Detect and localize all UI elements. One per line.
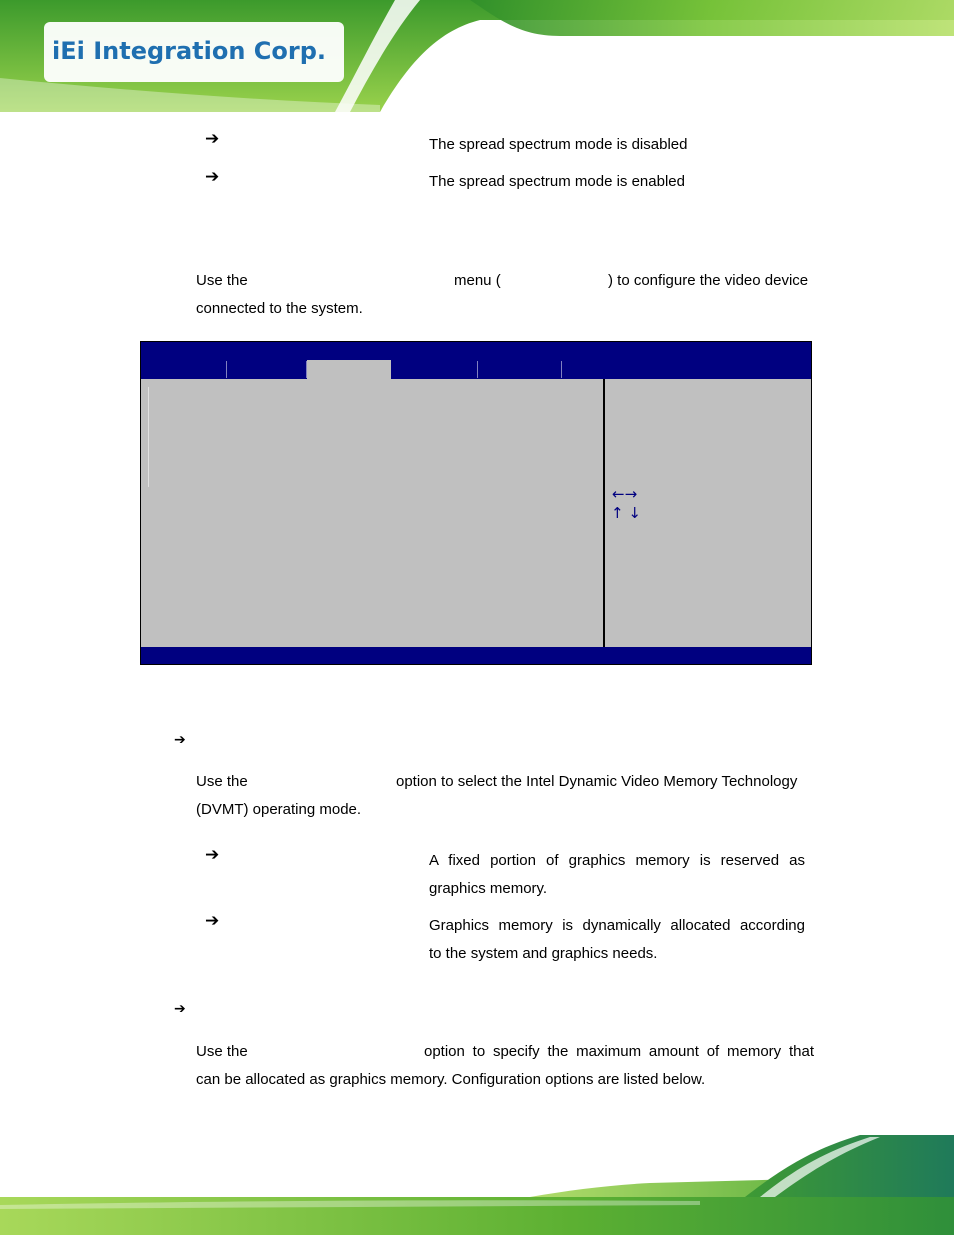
bios-title-bar <box>141 342 811 379</box>
left-right-arrows-icon: ←→ <box>612 485 638 503</box>
spread-enabled-description: The spread spectrum mode is enabled <box>429 173 685 190</box>
video-intro-part2: menu ( <box>454 272 501 289</box>
dvmt-mode-intro-part2: option to select the Intel Dynamic Video Memory Technology <box>396 773 798 790</box>
spread-disabled-description: The spread spectrum mode is disabled <box>429 136 688 153</box>
company-logo-text: iEi Integration Corp. <box>52 37 327 65</box>
video-intro-part3: ) to configure the video device <box>608 272 809 289</box>
footer-background <box>0 1135 954 1235</box>
header-banner <box>0 0 954 115</box>
option-arrow-icon: ➔ <box>205 129 220 149</box>
bios-tab <box>227 361 307 378</box>
dvmt-dynamic-description-line2: to the system and graphics needs. <box>429 945 658 962</box>
bios-status-bar <box>141 647 811 665</box>
bios-tab-active <box>307 360 391 379</box>
option-arrow-icon: ➔ <box>205 911 220 931</box>
dvmt-memory-intro-part1: Use the <box>196 1043 248 1060</box>
section-arrow-icon: ➔ <box>174 732 186 748</box>
dvmt-dynamic-description-line1: Graphics memory is dynamically allocated according <box>429 917 805 934</box>
video-intro-line2: connected to the system. <box>196 300 363 317</box>
section-arrow-icon: ➔ <box>174 1001 186 1017</box>
option-arrow-icon: ➔ <box>205 845 220 865</box>
dvmt-fixed-description-line2: graphics memory. <box>429 880 548 897</box>
bios-settings-panel <box>141 379 603 647</box>
option-arrow-icon: ➔ <box>205 167 220 187</box>
dvmt-mode-intro-part1: Use the <box>196 773 248 790</box>
bios-help-panel <box>605 379 812 647</box>
up-down-arrows-icon: ↑ ↓ <box>611 504 641 522</box>
bios-tab <box>478 361 562 378</box>
bios-panel-edge <box>148 387 149 487</box>
dvmt-fixed-description-line1: A fixed portion of graphics memory is reserved as <box>429 852 805 869</box>
bios-tab <box>141 361 227 378</box>
bios-screenshot <box>140 341 812 665</box>
video-intro-part1: Use the <box>196 272 248 289</box>
dvmt-memory-intro-part2: option to specify the maximum amount of memory that <box>424 1043 814 1060</box>
dvmt-mode-intro-line2: (DVMT) operating mode. <box>196 801 362 818</box>
bios-tab <box>391 361 478 378</box>
dvmt-memory-intro-line2: can be allocated as graphics memory. Configuration options are listed below. <box>196 1071 706 1088</box>
footer-banner <box>0 1135 954 1235</box>
